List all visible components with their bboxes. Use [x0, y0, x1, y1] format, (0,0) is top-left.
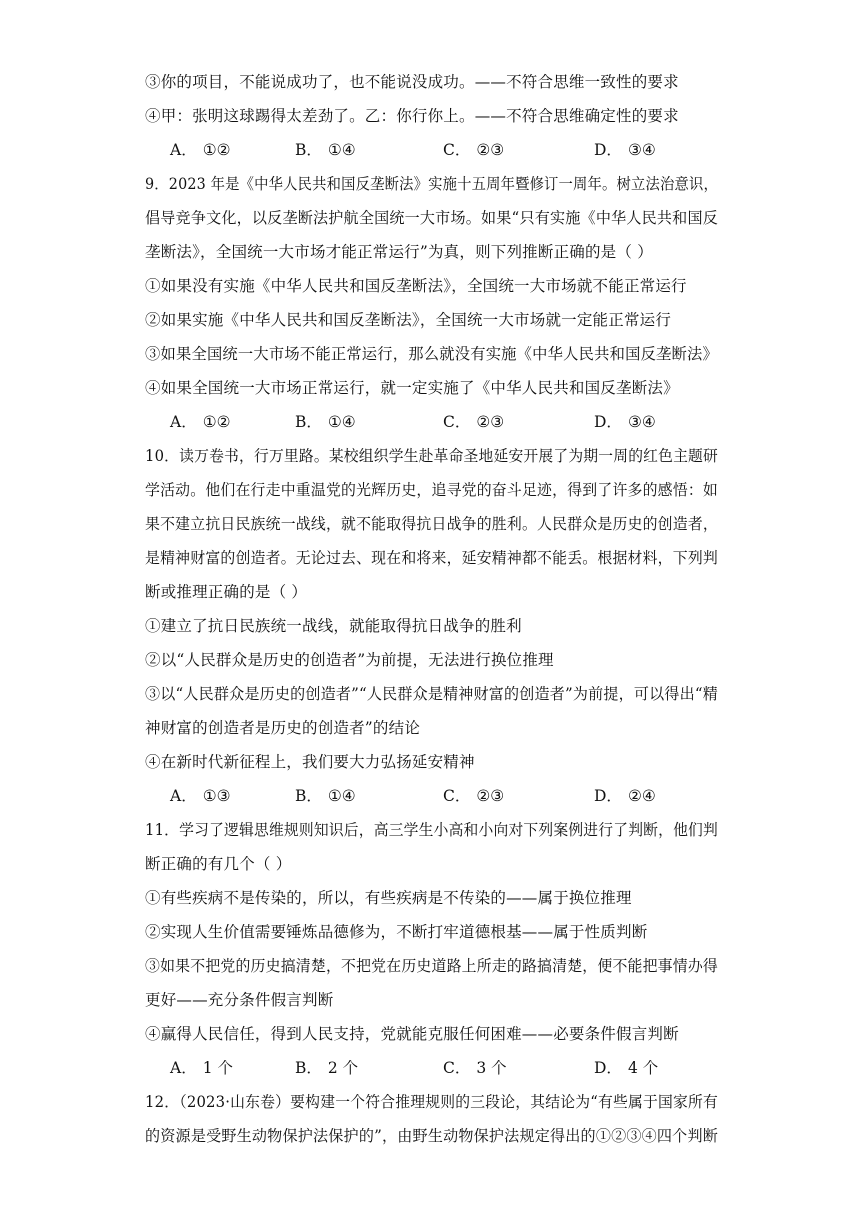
q8-option-d[interactable] [594, 140, 656, 160]
q10-option-b-text: ①④ [327, 787, 356, 805]
q8-option-d-key: D． [594, 141, 622, 159]
q9-option-a-text: ①② [202, 413, 231, 431]
q10-option-d-key: D． [594, 787, 622, 805]
q10-stem-line-4: 是精神财富的创造者。无论过去、现在和将来，延安精神都不能丢。根据材料，下列判 [145, 549, 718, 567]
q9-option-c[interactable] [443, 412, 504, 432]
q10-statement-4: ④在新时代新征程上，我们要大力弘扬延安精神 [145, 753, 475, 771]
q9-option-b-key: B． [295, 413, 322, 431]
q10-stem-line-1: 10．读万卷书，行万里路。某校组织学生赴革命圣地延安开展了为期一周的红色主题研 [145, 447, 718, 465]
q11-option-a[interactable] [170, 1058, 233, 1078]
q9-stem-line-3: 垄断法》，全国统一大市场才能正常运行”为真，则下列推断正确的是（ ） [145, 243, 653, 261]
q8-statement-3: ③你的项目，不能说成功了，也不能说没成功。——不符合思维一致性的要求 [145, 73, 679, 91]
q11-option-c-text: 3 个 [476, 1059, 507, 1077]
q11-statement-3-line-2: 更好——充分条件假言判断 [145, 991, 334, 1009]
q10-option-d-text: ②④ [627, 787, 656, 805]
q9-stem-line-2: 倡导竞争文化，以反垄断法护航全国统一大市场。如果“只有实施《中华人民共和国反 [145, 209, 718, 227]
q10-option-b[interactable] [295, 786, 356, 806]
q9-statement-2: ②如果实施《中华人民共和国反垄断法》，全国统一大市场就一定能正常运行 [145, 311, 672, 329]
q10-option-c[interactable] [443, 786, 504, 806]
q10-statement-2: ②以“人民群众是历史的创造者”为前提，无法进行换位推理 [145, 651, 554, 669]
q8-option-a-key: A． [170, 141, 197, 159]
q12-stem-line-1: 12．（2023·山东卷）要构建一个符合推理规则的三段论，其结论为“有些属于国家所有 [145, 1093, 718, 1111]
q8-option-c-key: C． [443, 141, 471, 159]
q8-option-b-text: ①④ [327, 141, 356, 159]
q11-option-d[interactable] [594, 1058, 658, 1078]
q9-statement-4: ④如果全国统一大市场正常运行，就一定实施了《中华人民共和国反垄断法》 [145, 379, 679, 397]
q9-option-a[interactable] [170, 412, 231, 432]
q9-option-c-text: ②③ [476, 413, 505, 431]
q8-option-a[interactable] [170, 140, 231, 160]
q12-stem-line-2: 的资源是受野生动物保护法保护的”，由野生动物保护法规定得出的①②③④四个判断 [145, 1127, 718, 1145]
q9-option-c-key: C． [443, 413, 471, 431]
q11-option-c-key: C． [443, 1059, 471, 1077]
q10-statement-3-line-1: ③以“人民群众是历史的创造者”“人民群众是精神财富的创造者”为前提，可以得出“精 [145, 685, 718, 703]
q10-stem-line-2: 学活动。他们在行走中重温党的光辉历史，追寻党的奋斗足迹，得到了许多的感悟：如 [145, 481, 718, 499]
q11-option-d-text: 4 个 [627, 1059, 659, 1077]
q11-option-b-text: 2 个 [327, 1059, 359, 1077]
q9-option-d-key: D． [594, 413, 622, 431]
q10-stem-line-3: 果不建立抗日民族统一战线，就不能取得抗日战争的胜利。人民群众是历史的创造者， [145, 515, 718, 533]
q8-option-c-text: ②③ [476, 141, 505, 159]
q9-option-b[interactable] [295, 412, 356, 432]
q11-statement-1: ①有些疾病不是传染的，所以，有些疾病是不传染的——属于换位推理 [145, 889, 632, 907]
q11-stem-line-2: 断正确的有几个（ ） [145, 855, 292, 873]
q8-option-b[interactable] [295, 140, 356, 160]
q11-statement-2: ②实现人生价值需要锤炼品德修为，不断打牢道德根基——属于性质判断 [145, 923, 648, 941]
q9-statement-1: ①如果没有实施《中华人民共和国反垄断法》，全国统一大市场就不能正常运行 [145, 277, 687, 295]
q9-stem-line-1: 9．2023 年是《中华人民共和国反垄断法》实施十五周年暨修订一周年。树立法治意识， [145, 175, 718, 193]
q11-option-d-key: D． [594, 1059, 622, 1077]
q10-statement-3-line-2: 神财富的创造者是历史的创造者”的结论 [145, 719, 421, 737]
q9-statement-3: ③如果全国统一大市场不能正常运行，那么就没有实施《中华人民共和国反垄断法》 [145, 345, 718, 363]
q9-option-b-text: ①④ [327, 413, 356, 431]
q11-option-b[interactable] [295, 1058, 358, 1078]
q11-option-c[interactable] [443, 1058, 507, 1078]
q10-option-c-key: C． [443, 787, 471, 805]
q10-option-b-key: B． [295, 787, 322, 805]
q11-statement-4: ④赢得人民信任，得到人民支持，党就能克服任何困难——必要条件假言判断 [145, 1025, 679, 1043]
q8-option-d-text: ③④ [627, 141, 656, 159]
q10-option-a-key: A． [170, 787, 197, 805]
q9-option-a-key: A． [170, 413, 197, 431]
q11-option-b-key: B． [295, 1059, 322, 1077]
q11-stem-line-1: 11．学习了逻辑思维规则知识后，高三学生小高和小向对下列案例进行了判断，他们判 [145, 821, 718, 839]
q9-option-d-text: ③④ [627, 413, 656, 431]
q10-stem-line-5: 断或推理正确的是（ ） [145, 583, 308, 601]
q10-option-a[interactable] [170, 786, 231, 806]
q8-statement-4: ④甲：张明这球踢得太差劲了。乙：你行你上。——不符合思维确定性的要求 [145, 107, 679, 125]
q11-statement-3-line-1: ③如果不把党的历史搞清楚，不把党在历史道路上所走的路搞清楚，便不能把事情办得 [145, 957, 718, 975]
q8-option-c[interactable] [443, 140, 504, 160]
q10-option-c-text: ②③ [476, 787, 505, 805]
q10-option-d[interactable] [594, 786, 656, 806]
q11-option-a-text: 1 个 [202, 1059, 233, 1077]
q10-statement-1: ①建立了抗日民族统一战线，就能取得抗日战争的胜利 [145, 617, 522, 635]
q11-option-a-key: A． [170, 1059, 197, 1077]
q10-option-a-text: ①③ [202, 787, 231, 805]
q8-option-b-key: B． [295, 141, 322, 159]
q8-option-a-text: ①② [202, 141, 231, 159]
q9-option-d[interactable] [594, 412, 656, 432]
